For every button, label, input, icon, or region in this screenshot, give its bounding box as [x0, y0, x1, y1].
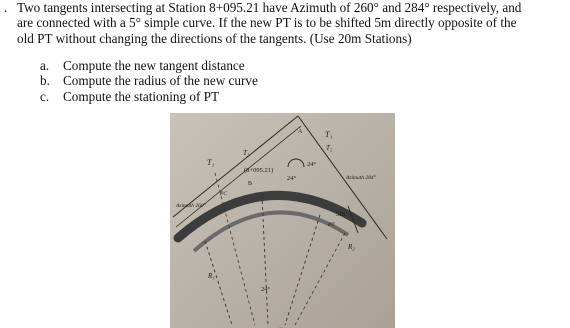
label-azimuth-260: Azimuth 260° — [176, 203, 206, 209]
label-pt: PT — [328, 222, 335, 228]
part-text: Compute the new tangent distance — [63, 58, 245, 73]
part-c — [40, 89, 258, 104]
part-label: b. — [40, 73, 50, 89]
part-label: c. — [40, 88, 50, 104]
question-parts — [40, 58, 258, 104]
label-t2-a: T₂ — [326, 144, 333, 152]
part-text: Compute the stationing of PT — [63, 88, 220, 104]
label-station: (8+095.21) — [244, 167, 274, 174]
label-pc: PC — [220, 191, 228, 197]
label-b: B — [248, 181, 253, 187]
curve-diagram-photo — [170, 113, 395, 328]
problem-statement — [4, 0, 564, 46]
label-t1-left: T₁ — [207, 158, 215, 167]
part-b — [40, 73, 258, 88]
part-text: Compute the radius of the new curve — [63, 73, 258, 89]
label-angle-24-a: 24° — [307, 161, 317, 168]
label-r1: R₁ — [208, 272, 215, 280]
part-label: a. — [40, 58, 50, 73]
problem-line-3: old PT without changing the directions of the tangents. (Use 20m Stations) — [17, 30, 412, 46]
label-r2: R₂ — [348, 243, 355, 251]
label-angle-24-b: 24° — [287, 175, 297, 182]
bullet-marker: . — [4, 0, 8, 15]
label-5m: 5m — [336, 210, 345, 218]
problem-line-2: are connected with a 5° simple curve. If the new PT is to be shifted 5m directly opposite of the — [17, 15, 517, 31]
label-t1-top: T₁ — [325, 130, 333, 139]
problem-line-1: Two tangents intersecting at Station 8+095.21 have Azimuth of 260° and 284° respectively, and — [17, 0, 522, 15]
label-angle-24-c: 24° — [261, 286, 271, 293]
label-t2-b: T₂ — [243, 149, 250, 157]
label-a: A — [298, 129, 303, 135]
part-a — [40, 58, 258, 73]
label-azimuth-284: Azimuth 284° — [346, 175, 376, 181]
